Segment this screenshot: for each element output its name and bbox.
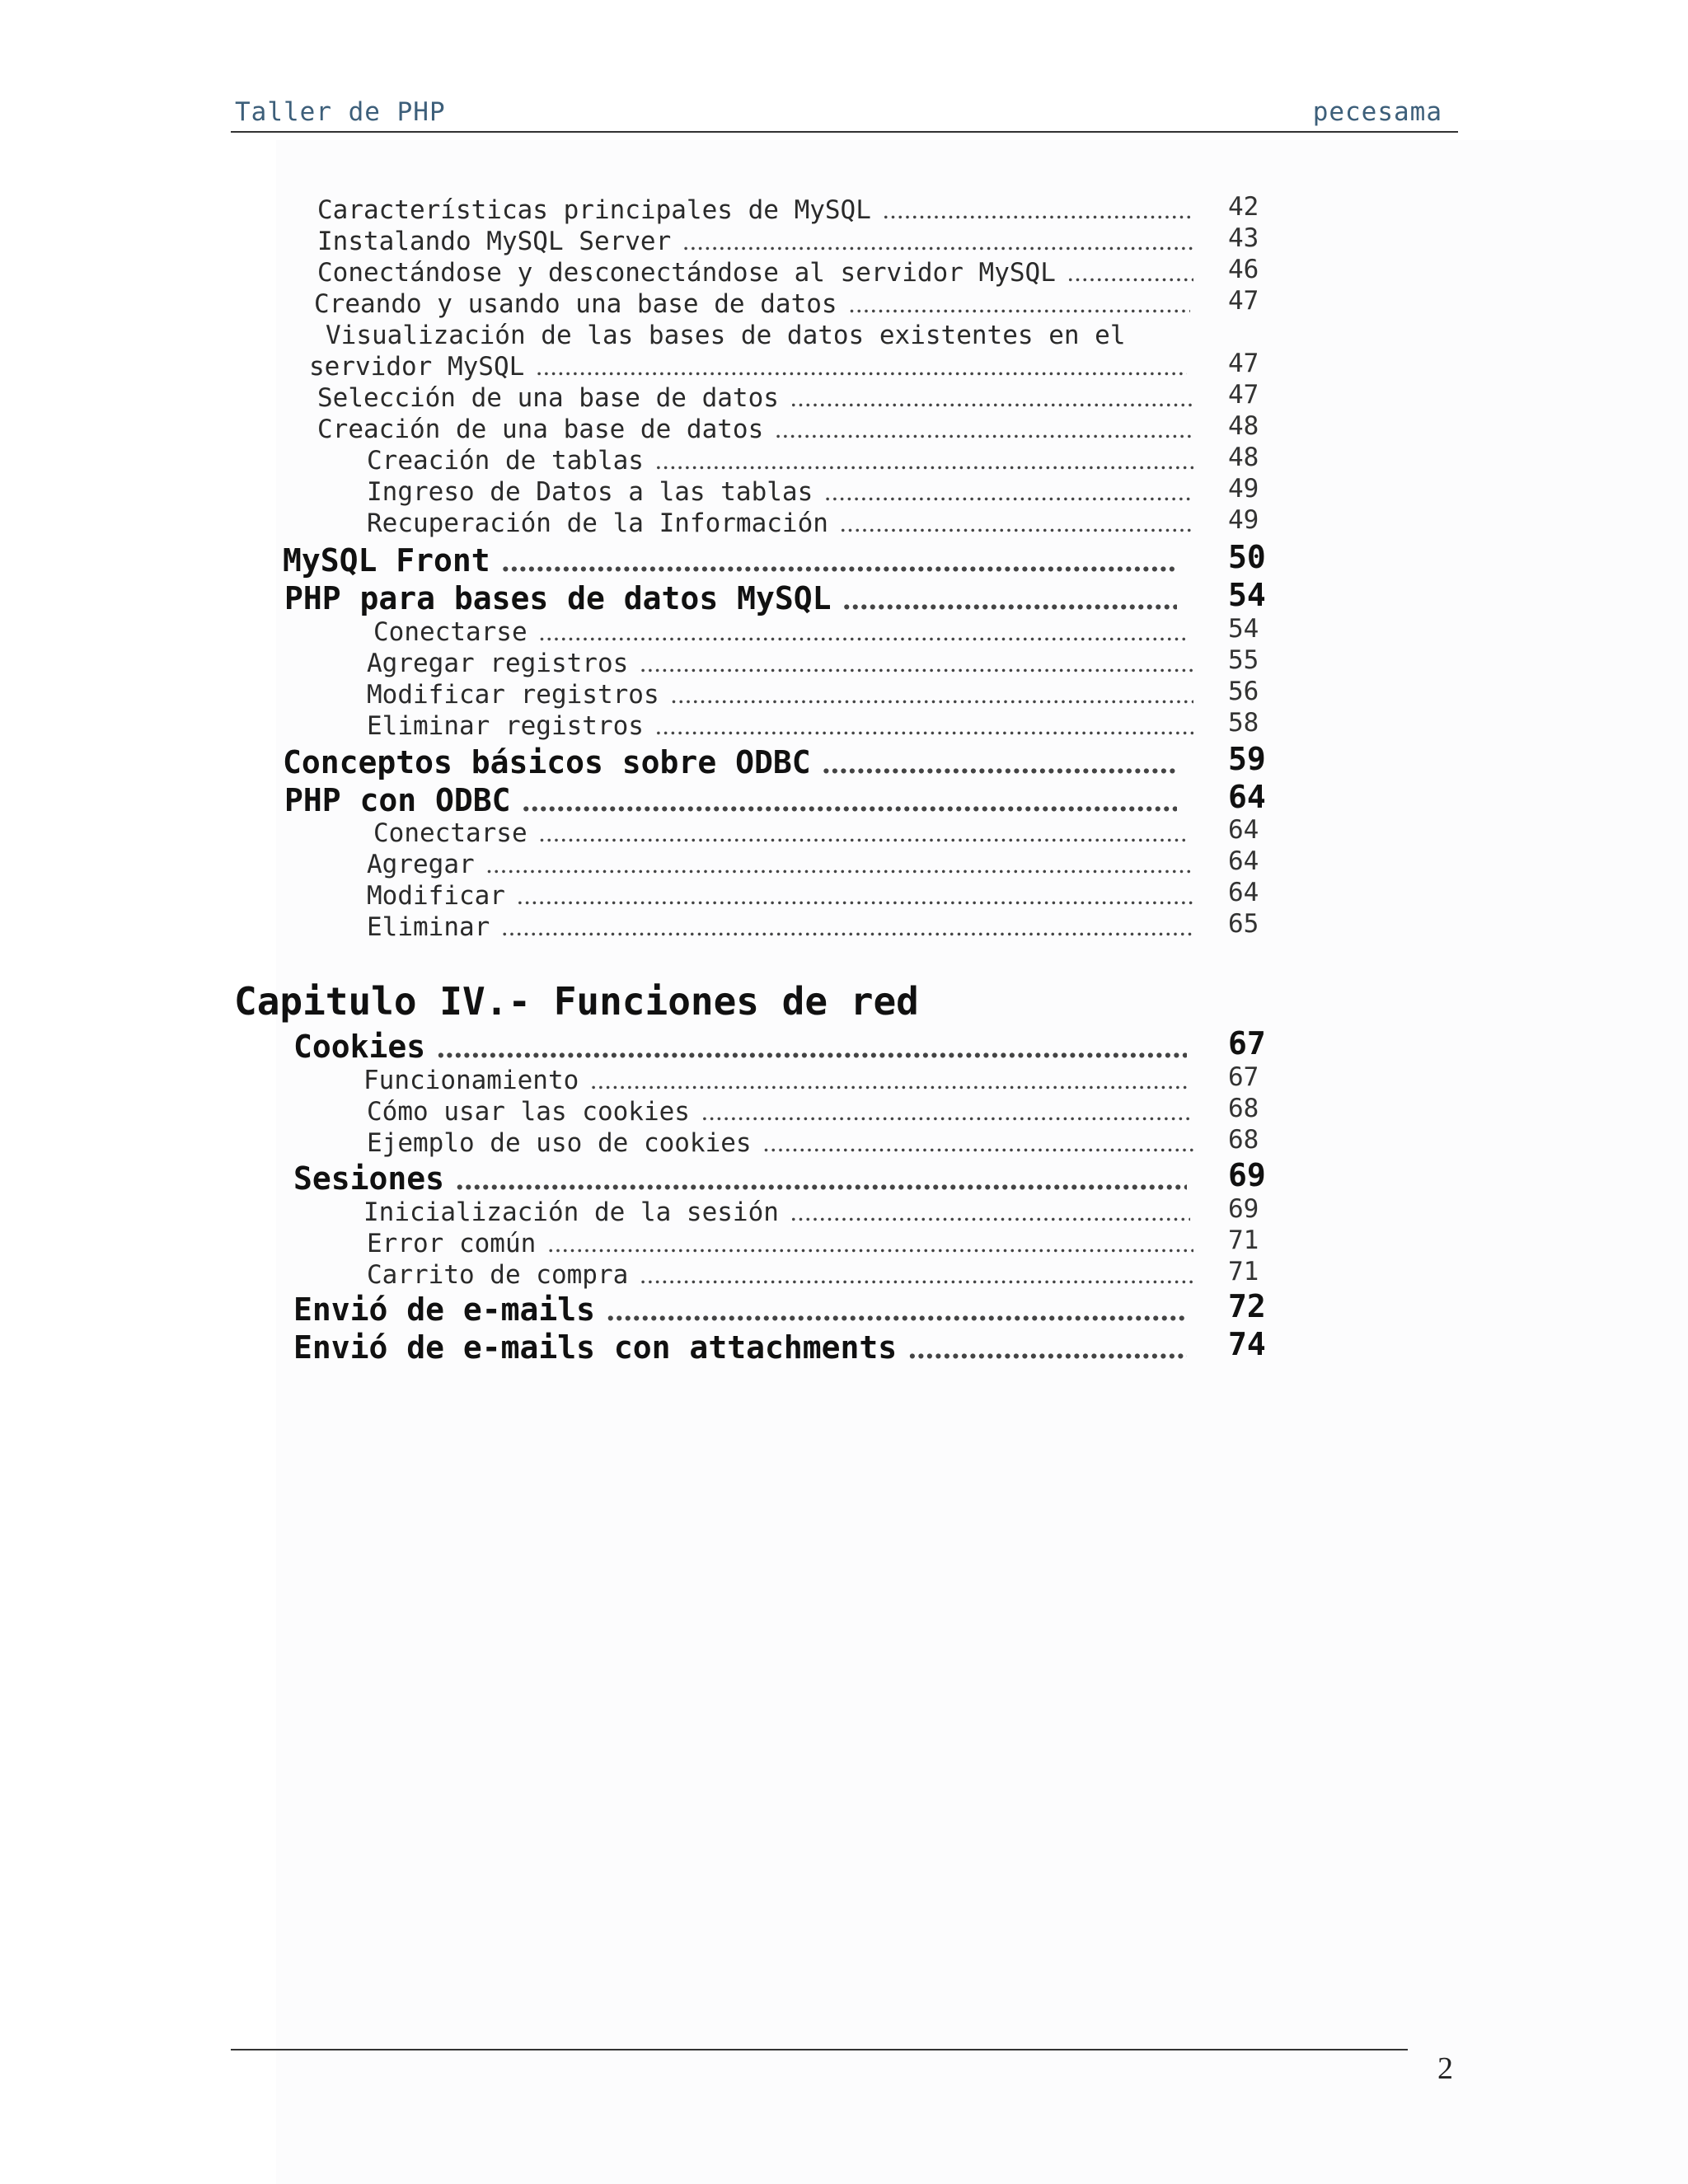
toc-entry-page: 56 [1228,677,1259,706]
toc-leader-dots [502,543,1177,579]
toc-entry [284,580,1177,616]
toc-entry-page: 71 [1228,1257,1259,1286]
toc-leader-dots [590,1066,1190,1095]
toc-entry-label: Instalando MySQL Server [317,227,672,256]
toc-entry-page: 74 [1228,1326,1266,1362]
header-title: Taller de PHP [235,97,446,127]
toc-entry-label: Agregar registros [367,649,629,678]
toc-entry-page: 48 [1228,411,1259,441]
toc-entry-page: 50 [1228,539,1266,575]
toc-entry-page: 64 [1228,779,1266,815]
toc-leader-dots [823,745,1177,781]
toc-entry-page: 54 [1228,577,1266,613]
toc-entry-label: Carrito de compra [367,1260,629,1290]
toc-leader-dots [486,850,1193,879]
toc-leader-dots [655,446,1193,476]
toc-entry-label: Recuperación de la Información [367,509,828,538]
toc-leader-dots [655,711,1193,741]
toc-entry-label: Conectándose y desconectándose al servidor MySQL [317,258,1056,288]
toc-entry-label: Ingreso de Datos a las tablas [367,477,814,507]
toc-entry-label: MySQL Front [283,542,490,579]
toc-entry [283,744,1177,780]
toc-leader-dots [607,1292,1187,1329]
toc-entry-label: Creación de una base de datos [317,415,764,444]
toc-entry [373,617,1185,650]
toc-entry-page: 47 [1228,286,1259,316]
toc-entry-label: Características principales de MySQL [317,195,871,225]
toc-entry-label: Envió de e-mails con attachments [293,1329,898,1366]
toc-entry-page: 42 [1228,192,1259,222]
toc-leader-dots [539,818,1185,848]
toc-leader-dots [536,352,1187,382]
toc-entry [367,881,1193,914]
header-rule [231,131,1458,133]
toc-entry-page: 49 [1228,474,1259,504]
toc-entry-page: 55 [1228,645,1259,675]
toc-leader-dots [775,415,1193,444]
toc-entry-page: 72 [1228,1288,1266,1324]
toc-entry-label: servidor MySQL [309,352,525,382]
toc-leader-dots [790,1197,1190,1227]
footer-rule [231,2049,1408,2050]
toc-entry-page: 69 [1228,1157,1266,1193]
toc-leader-dots [849,289,1190,319]
toc-entry-label: PHP para bases de datos MySQL [284,580,832,616]
toc-entry [373,818,1185,851]
toc-entry [363,1066,1190,1099]
toc-entry-label: Conectarse [373,617,528,647]
toc-entry-label: Modificar registros [367,680,659,710]
toc-entry-page: 71 [1228,1226,1259,1255]
toc-entry [293,1160,1187,1197]
toc-entry-page: 64 [1228,815,1259,845]
toc-leader-dots [701,1097,1193,1127]
toc-entry-page: 43 [1228,223,1259,253]
toc-entry-page: 69 [1228,1194,1259,1224]
toc-entry [367,477,1193,510]
toc-entry-page: 49 [1228,505,1259,535]
toc-entry [283,542,1177,579]
chapter-heading: Capitulo IV.- Funciones de red [234,979,919,1024]
toc-entry-page: 67 [1228,1062,1259,1092]
toc-entry [284,782,1177,818]
toc-entry-label: Creación de tablas [367,446,644,476]
header-author: pecesama [1312,97,1442,127]
toc-entry-page: 47 [1228,349,1259,378]
toc-entry-page: 65 [1228,909,1259,939]
toc-leader-dots [523,783,1177,819]
toc-entry [293,1291,1187,1328]
toc-entry-label: Agregar [367,850,475,879]
toc-entry-label: Eliminar registros [367,711,644,741]
toc-entry [326,321,1126,354]
toc-leader-dots [824,477,1193,507]
toc-entry-label: Conceptos básicos sobre ODBC [283,744,811,780]
toc-entry-label: PHP con ODBC [284,782,511,818]
toc-entry-label: Conectarse [373,818,528,848]
toc-entry-label: Cómo usar las cookies [367,1097,690,1127]
toc-leader-dots [908,1330,1187,1366]
toc-leader-dots [501,912,1193,942]
toc-entry [367,1128,1193,1161]
toc-entry-label: Ejemplo de uso de cookies [367,1128,752,1158]
toc-leader-dots [671,680,1193,710]
toc-leader-dots [682,227,1193,256]
toc-entry-page: 67 [1228,1025,1266,1062]
toc-entry [317,195,1193,228]
toc-leader-dots [517,881,1193,911]
toc-entry [293,1029,1187,1065]
toc-leader-dots [640,649,1193,678]
toc-entry-label: Sesiones [293,1160,445,1197]
toc-entry-label: Inicialización de la sesión [363,1197,779,1227]
toc-leader-dots [883,195,1193,225]
toc-entry-page: 59 [1228,741,1266,777]
toc-entry-label: Visualización de las bases de datos existentes en el [326,321,1126,350]
toc-entry [367,850,1193,883]
toc-entry-label: Eliminar [367,912,490,942]
toc-entry-page: 68 [1228,1094,1259,1123]
toc-entry [367,446,1193,479]
toc-entry [367,912,1193,945]
toc-entry-label: Error común [367,1229,537,1258]
toc-entry [367,509,1193,541]
toc-leader-dots [640,1260,1193,1290]
toc-entry [314,289,1190,322]
toc-entry-label: Envió de e-mails [293,1291,596,1328]
toc-entry-page: 47 [1228,380,1259,410]
toc-entry [317,227,1193,260]
toc-entry-page: 64 [1228,878,1259,907]
toc-entry [367,1097,1193,1130]
toc-entry [367,711,1193,744]
toc-entry [317,415,1193,448]
toc-entry [293,1329,1187,1366]
toc-entry-page: 48 [1228,443,1259,472]
toc-entry [317,383,1193,416]
toc-entry [363,1197,1190,1230]
toc-leader-dots [1067,258,1193,288]
toc-entry-page: 68 [1228,1125,1259,1155]
toc-entry [317,258,1193,291]
toc-leader-dots [763,1128,1193,1158]
toc-leader-dots [840,509,1193,538]
page-number: 2 [1437,2051,1453,2086]
toc-leader-dots [790,383,1193,413]
toc-entry-label: Selección de una base de datos [317,383,779,413]
toc-leader-dots [547,1229,1193,1258]
toc-entry [309,352,1187,385]
toc-entry-label: Funcionamiento [363,1066,579,1095]
toc-entry-page: 58 [1228,708,1259,738]
toc-leader-dots [842,581,1177,617]
toc-entry-page: 64 [1228,846,1259,876]
toc-entry [367,1260,1193,1293]
toc-entry-page: 46 [1228,255,1259,284]
toc-entry [367,680,1193,713]
toc-entry [367,649,1193,682]
toc-entry-label: Creando y usando una base de datos [314,289,837,319]
toc-leader-dots [539,617,1185,647]
toc-entry-page: 54 [1228,614,1259,644]
toc-entry-label: Cookies [293,1029,426,1065]
toc-leader-dots [456,1161,1187,1197]
toc-entry [367,1229,1193,1262]
toc-entry-label: Modificar [367,881,505,911]
toc-leader-dots [437,1029,1187,1066]
